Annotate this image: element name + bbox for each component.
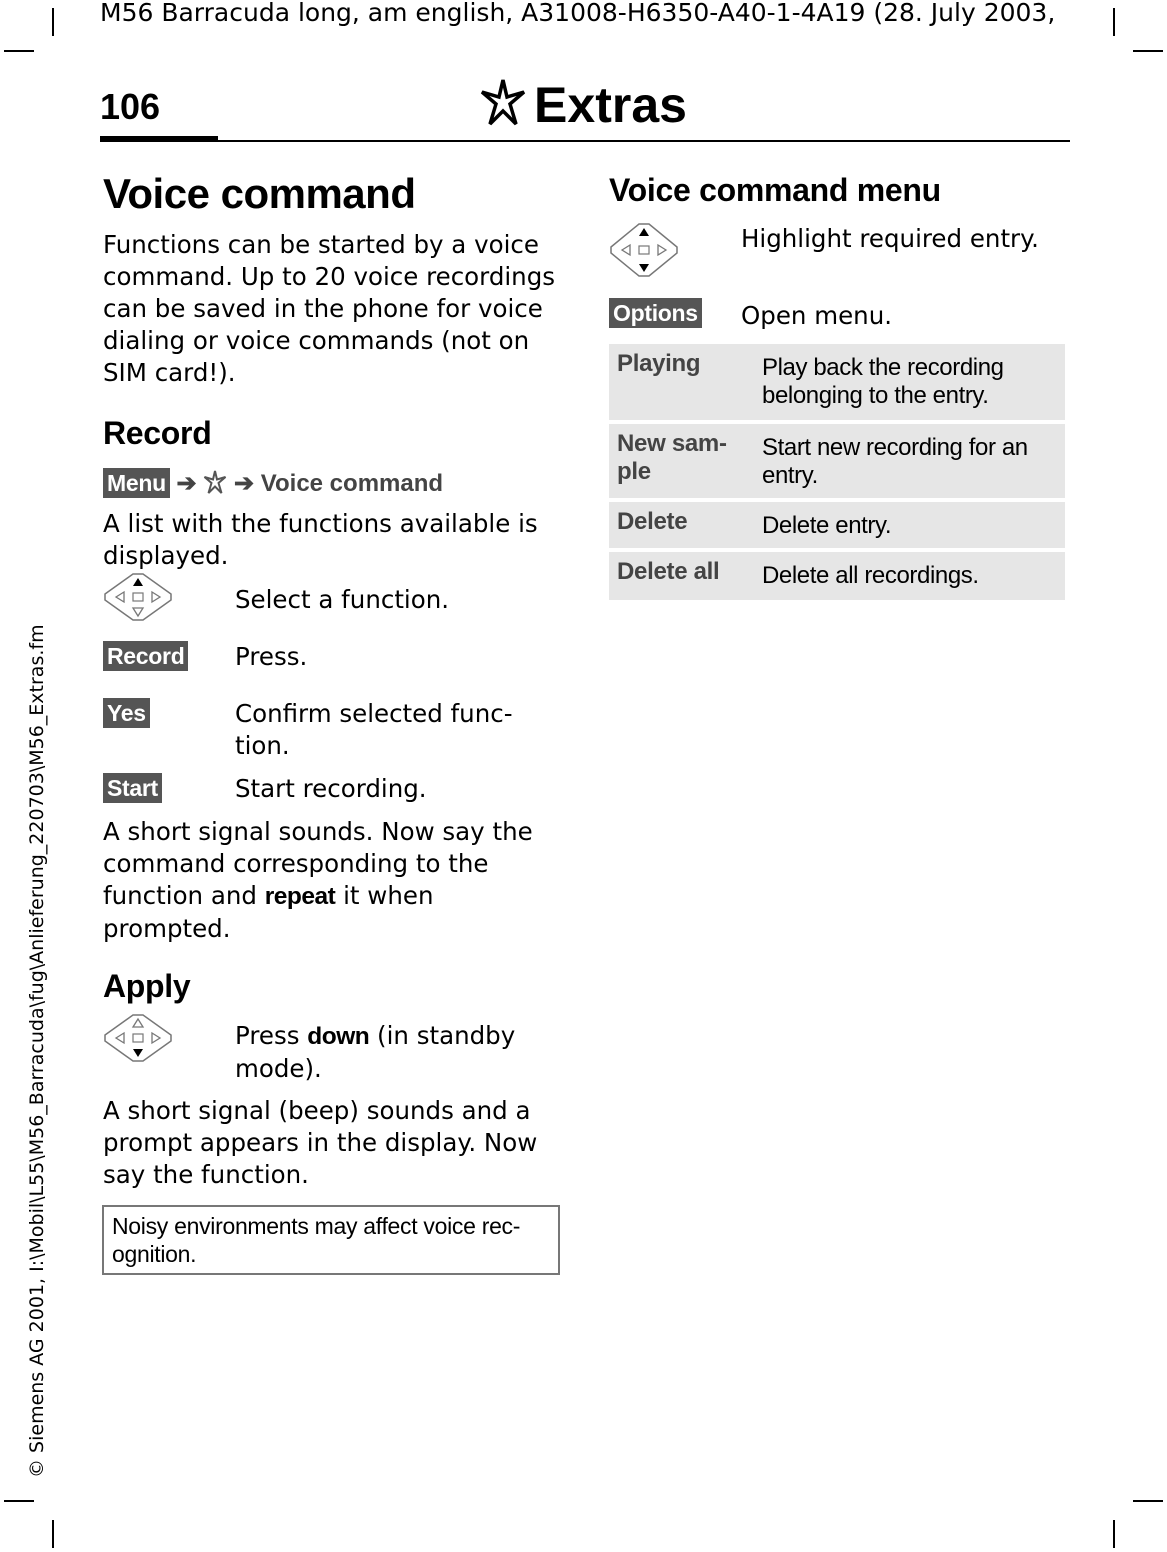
option-row-delete-all: [609, 552, 1065, 600]
crop-mark: [4, 50, 34, 52]
page-number: 106: [100, 86, 161, 127]
option-row-new-sample: [609, 424, 1065, 498]
menu-key[interactable]: Menu: [103, 468, 170, 498]
option-row-playing: [609, 344, 1065, 420]
arrow-icon: ➔: [176, 470, 197, 497]
crop-mark: [4, 1500, 34, 1502]
option-row-delete: [609, 502, 1065, 548]
menu-path: [103, 468, 443, 498]
record-key[interactable]: Record: [103, 641, 188, 671]
crop-mark: [52, 8, 54, 36]
step-press-down: Press down (in standby mode).: [235, 1021, 516, 1083]
crop-mark: [1133, 1500, 1163, 1502]
apply-text: A short signal (beep) sounds and a prompt appears in the display. Now say the function.: [103, 1096, 538, 1189]
chapter-title: [0, 76, 1167, 134]
step-confirm: Confirm selected func-tion.: [235, 699, 513, 760]
menu-path-target: Voice command: [260, 470, 444, 497]
extras-star-icon: [203, 470, 227, 494]
option-name: Delete all: [617, 558, 720, 585]
chapter-title-text: Extras: [534, 77, 687, 133]
step-press: Press.: [235, 642, 308, 671]
option-name: Delete: [617, 508, 688, 535]
crop-mark: [1113, 1520, 1115, 1548]
menu-heading: Voice command menu: [609, 172, 941, 208]
header-rule: [100, 140, 1070, 142]
option-name: Playing: [617, 350, 701, 377]
start-softkey[interactable]: [103, 773, 162, 803]
record-heading: Record: [103, 415, 212, 451]
crop-mark: [1113, 8, 1115, 36]
yes-softkey[interactable]: [103, 698, 150, 728]
list-text: A list with the functions available is displayed.: [103, 509, 538, 570]
step-start: Start recording.: [235, 774, 427, 803]
option-desc: Delete entry.: [762, 512, 892, 539]
options-key[interactable]: Options: [609, 298, 702, 328]
step-highlight: Highlight required entry.: [741, 224, 1039, 253]
step-open-menu: Open menu.: [741, 301, 893, 330]
option-name: New sam-ple: [617, 430, 727, 485]
section-heading: Voice command: [103, 170, 416, 217]
crop-mark: [1133, 50, 1163, 52]
options-softkey[interactable]: [609, 298, 702, 328]
side-copyright: © Siemens AG 2001, I:\Mobil\L55\M56_Barracuda\fug\Anlieferung_220703\M56_Extras.fm: [26, 624, 48, 1478]
record-softkey[interactable]: [103, 641, 188, 671]
step-select-function: Select a function.: [235, 585, 450, 614]
note-box: Noisy environments may affect voice rec-ognition.: [102, 1205, 560, 1275]
navigation-key-icon[interactable]: [103, 572, 173, 622]
apply-heading: Apply: [103, 968, 191, 1004]
option-desc: Start new recording for an entry.: [762, 434, 1028, 489]
intro-text: Functions can be started by a voice command. Up to 20 voice recordings can be saved in the phone for voice dialing or voice commands (not on SIM card!).: [103, 230, 556, 387]
navigation-key-icon[interactable]: [103, 1013, 173, 1063]
running-header: M56 Barracuda long, am english, A31008-H6350-A40-1-4A19 (28. July 2003,: [100, 0, 1056, 27]
start-key[interactable]: Start: [103, 773, 162, 803]
crop-mark: [52, 1520, 54, 1548]
yes-key[interactable]: Yes: [103, 698, 150, 728]
option-desc: Play back the recording belonging to the entry.: [762, 354, 1004, 409]
navigation-key-icon[interactable]: [609, 222, 679, 278]
signal-text: A short signal sounds. Now say the command corresponding to the function and repeat it when prompted.: [103, 817, 533, 943]
option-desc: Delete all recordings.: [762, 562, 979, 589]
extras-star-icon: [480, 78, 526, 126]
arrow-icon: ➔: [233, 470, 255, 497]
